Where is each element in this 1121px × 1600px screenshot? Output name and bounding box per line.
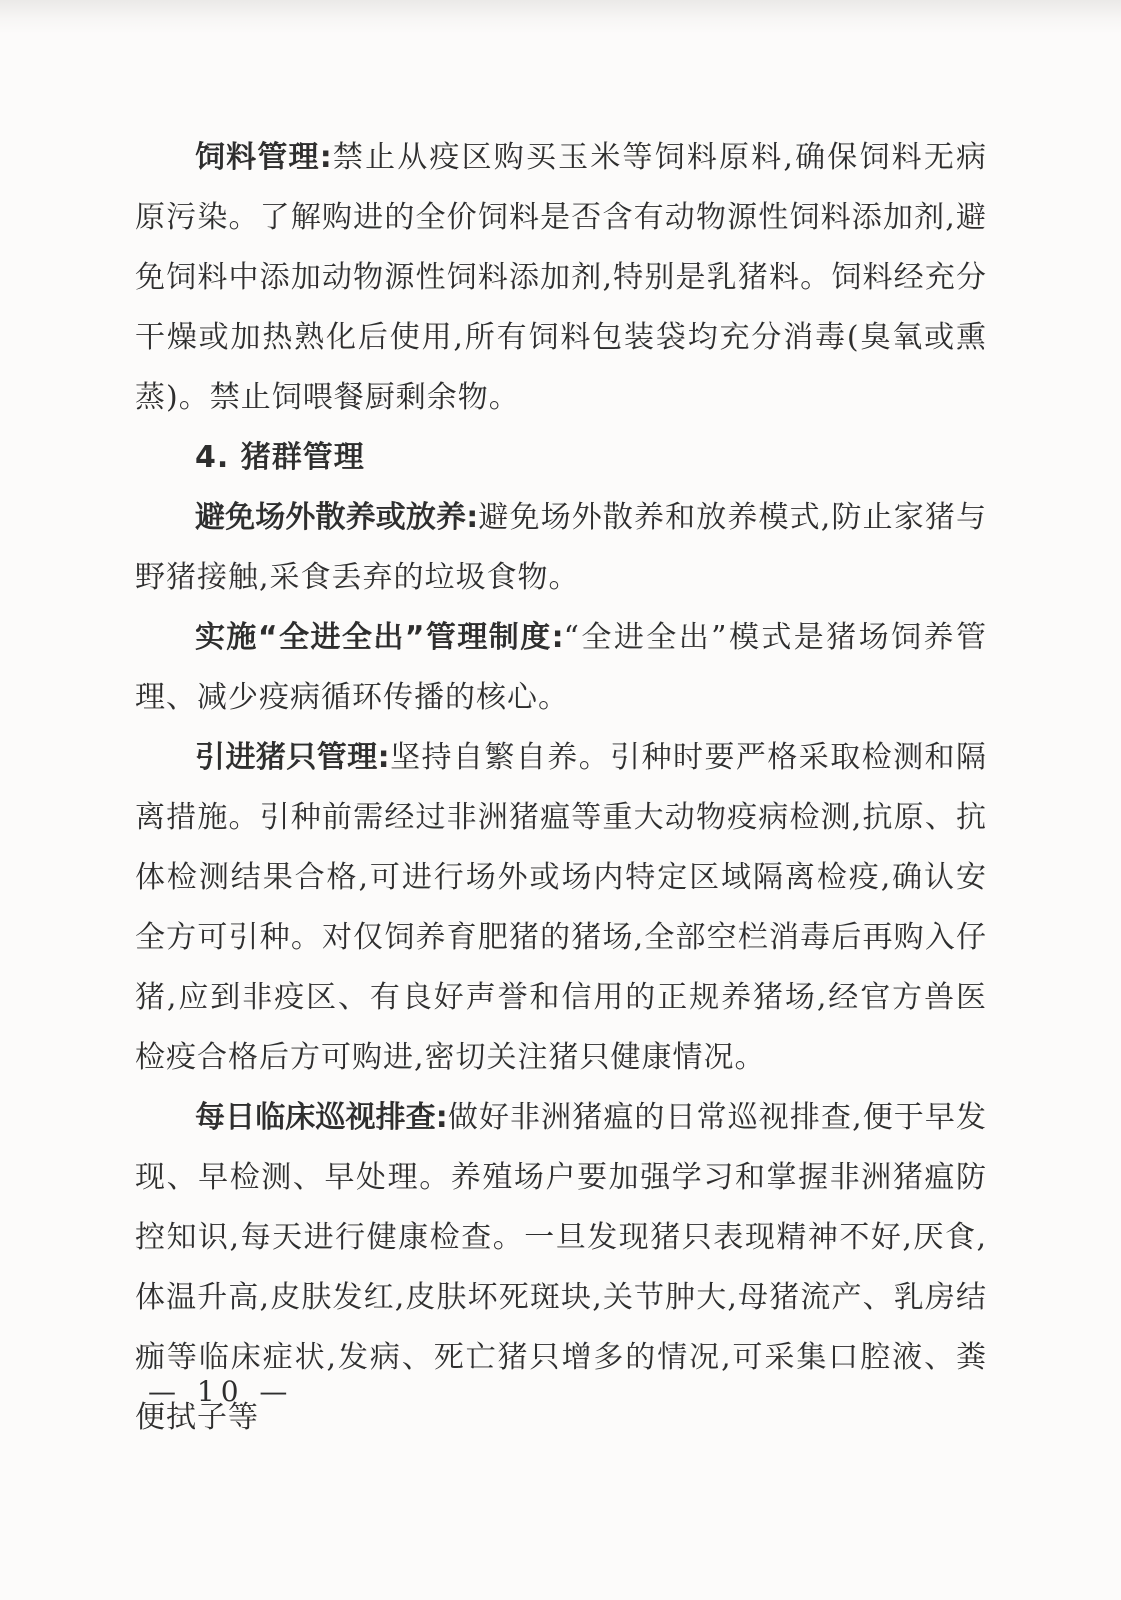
page-number: — 10 — — [148, 1375, 294, 1408]
paragraph-avoid-free-range — [135, 488, 987, 608]
paragraph-body-avoid-free-range: 避免场外散养和放养模式,防止家猪与野猪接触,采食丢弃的垃圾食物。 — [135, 500, 987, 595]
paragraph-lead-avoid-free-range: 避免场外散养或放养: — [195, 500, 479, 535]
scan-noise-band — [0, 0, 1121, 34]
paragraph-pig-introduction — [135, 728, 987, 1088]
paragraph-body-feed-management: 禁止从疫区购买玉米等饲料原料,确保饲料无病原污染。了解购进的全价饲料是否含有动物源性饲料添加剂,避免饲料中添加动物源性饲料添加剂,特别是乳猪料。饲料经充分干燥或加热熟化后使用,所有饲料包装袋均充分消毒(臭氧或熏蒸)。禁止饲喂餐厨剩余物。 — [135, 140, 987, 415]
paragraph-lead-pig-introduction: 引进猪只管理: — [195, 740, 390, 775]
document-body — [135, 128, 987, 1448]
paragraph-lead-all-in-all-out: 实施“全进全出”管理制度: — [195, 620, 564, 655]
paragraph-lead-daily-clinical-inspection: 每日临床巡视排查: — [195, 1100, 448, 1135]
section-heading-herd-management: 4. 猪群管理 — [195, 440, 365, 475]
paragraph-body-daily-clinical-inspection: 做好非洲猪瘟的日常巡视排查,便于早发现、早检测、早处理。养殖场户要加强学习和掌握非洲猪瘟防控知识,每天进行健康检查。一旦发现猪只表现精神不好,厌食,体温升高,皮肤发红,皮肤坏死斑块,关节肿大,母猪流产、乳房结痂等临床症状,发病、死亡猪只增多的情况,可采集口腔液、粪便拭子等 — [135, 1100, 987, 1435]
paragraph-body-all-in-all-out: “全进全出”模式是猪场饲养管理、减少疫病循环传播的核心。 — [135, 620, 987, 715]
paragraph-feed-management — [135, 128, 987, 428]
paragraph-body-pig-introduction: 坚持自繁自养。引种时要严格采取检测和隔离措施。引种前需经过非洲猪瘟等重大动物疫病检测,抗原、抗体检测结果合格,可进行场外或场内特定区域隔离检疫,确认安全方可引种。对仅饲养育肥猪的猪场,全部空栏消毒后再购入仔猪,应到非疫区、有良好声誉和信用的正规养猪场,经官方兽医检疫合格后方可购进,密切关注猪只健康情况。 — [135, 740, 988, 1075]
paragraph-lead-feed-management: 饲料管理: — [195, 140, 332, 175]
paragraph-all-in-all-out — [135, 608, 987, 728]
